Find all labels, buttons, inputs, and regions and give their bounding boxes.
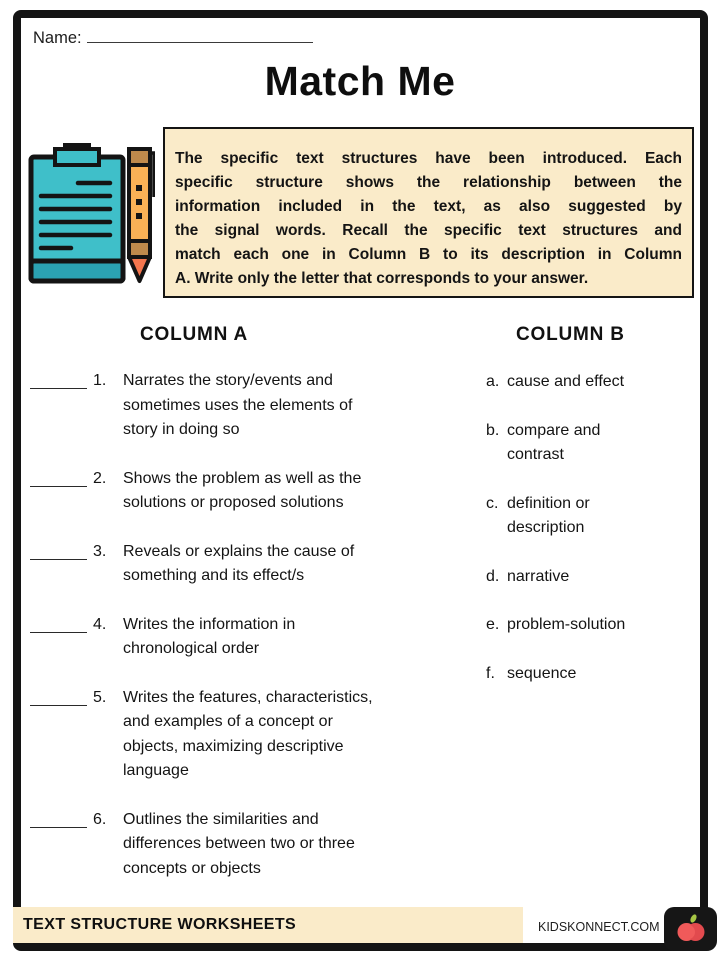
name-label: Name: xyxy=(33,29,82,47)
option-letter: b. xyxy=(486,421,500,439)
instruction-line: match each one in Column B to its description in Column xyxy=(175,246,682,263)
option-row xyxy=(486,565,662,590)
match-item-row xyxy=(30,613,462,662)
option-letter: e. xyxy=(486,616,500,633)
option-letter: f. xyxy=(486,664,495,682)
pencil-icon xyxy=(129,149,154,281)
clipboard-pencil-icon xyxy=(28,143,155,285)
option-text: problem-solution xyxy=(507,616,626,633)
item-text: Writes the features, characteristics, and examples of a concept or objects, maximizing descriptive language xyxy=(123,688,373,779)
item-number: 3. xyxy=(93,542,107,560)
clipboard-clip xyxy=(55,149,99,165)
instruction-line: information included in the text, as also suggested by xyxy=(175,198,682,215)
clipboard-bottom-bar xyxy=(31,261,123,281)
item-text: Shows the problem as well as the solutions or proposed solutions xyxy=(123,469,362,511)
option-row xyxy=(486,613,662,638)
column-a-header: COLUMN A xyxy=(140,324,249,345)
item-text: Outlines the similarities and differences between two or three concepts or objects xyxy=(123,810,355,877)
item-number: 4. xyxy=(93,615,107,633)
option-text: compare and contrast xyxy=(507,421,601,463)
footer-bar xyxy=(13,907,523,943)
name-row xyxy=(33,27,313,48)
option-letter: a. xyxy=(486,373,500,390)
page-title: Match Me xyxy=(264,58,456,104)
column-b-header: COLUMN B xyxy=(516,324,625,345)
column-a-list xyxy=(30,369,462,905)
instruction-line: the signal words. Recall the specific text structures and xyxy=(175,222,682,239)
answer-blank[interactable] xyxy=(30,369,87,389)
answer-blank[interactable] xyxy=(30,540,87,560)
option-row xyxy=(486,370,662,395)
option-text: sequence xyxy=(507,664,577,682)
match-item-row xyxy=(30,686,462,784)
option-letter: d. xyxy=(486,567,500,585)
answer-blank[interactable] xyxy=(30,467,87,487)
option-row xyxy=(486,492,662,541)
item-text: Narrates the story/events and sometimes uses the elements of story in doing so xyxy=(123,372,353,438)
instruction-line: specific structure shows the relationship between the xyxy=(175,174,682,191)
instruction-line: A. Write only the letter that corresponds to your answer. xyxy=(175,270,589,287)
option-row xyxy=(486,662,662,687)
footer-series-title: TEXT STRUCTURE WORKSHEETS xyxy=(23,916,297,933)
item-number: 5. xyxy=(93,688,107,706)
match-item-row xyxy=(30,808,462,882)
option-row xyxy=(486,419,662,468)
item-text: Reveals or explains the cause of something and its effect/s xyxy=(123,542,355,584)
answer-blank[interactable] xyxy=(30,686,87,706)
item-number: 2. xyxy=(93,469,107,487)
option-text: narrative xyxy=(507,567,570,585)
match-item-row xyxy=(30,369,462,443)
instruction-line: The specific text structures have been introduced. Each xyxy=(175,150,682,167)
option-text: cause and effect xyxy=(507,373,625,390)
answer-blank[interactable] xyxy=(30,613,87,633)
option-letter: c. xyxy=(486,494,499,512)
option-text: definition or description xyxy=(507,494,590,536)
apple-badge xyxy=(664,907,717,951)
item-number: 1. xyxy=(93,372,107,389)
item-number: 6. xyxy=(93,810,107,828)
answer-blank[interactable] xyxy=(30,808,87,828)
apple-icon xyxy=(674,912,708,946)
item-text: Writes the information in chronological order xyxy=(123,615,296,657)
match-item-row xyxy=(30,540,462,589)
column-b-list xyxy=(486,370,662,710)
name-underline[interactable] xyxy=(87,27,313,43)
match-item-row xyxy=(30,467,462,516)
instruction-box xyxy=(163,127,694,298)
site-credit: KIDSKONNECT.COM xyxy=(538,920,660,934)
